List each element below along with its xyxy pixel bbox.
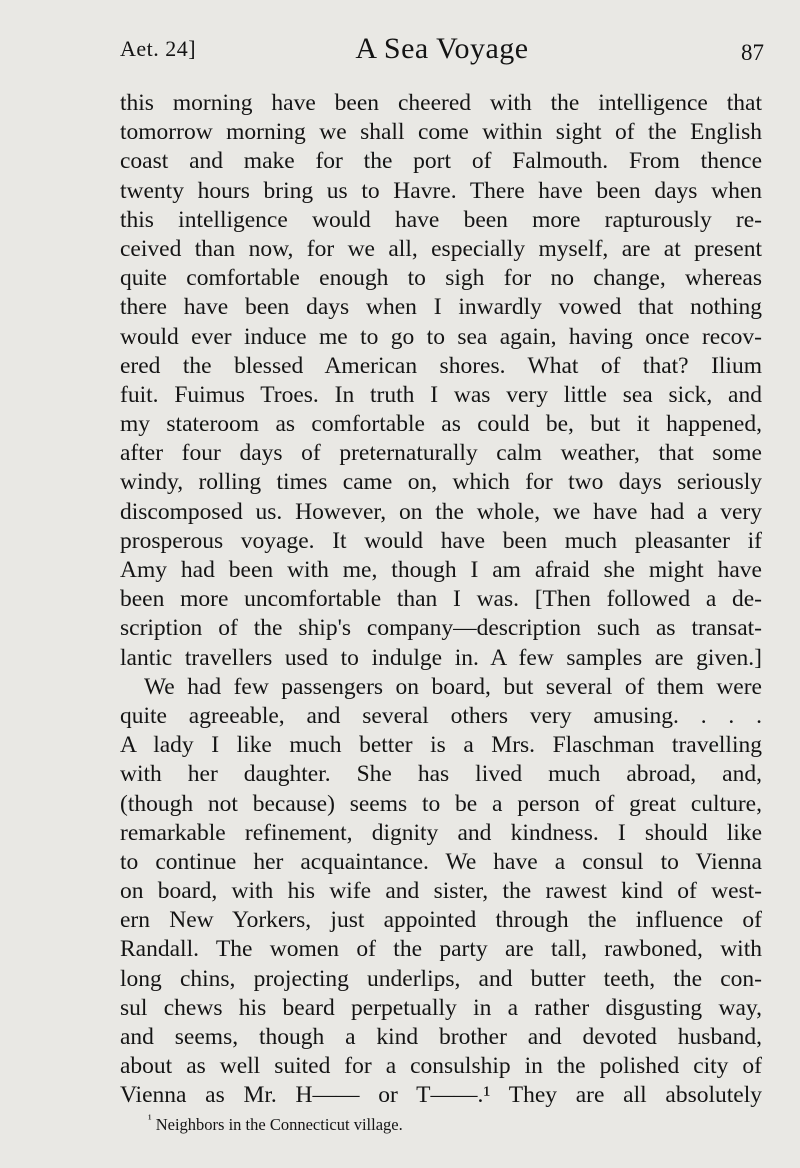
text-line: there have been days when I inwardly vowed that nothing: [120, 294, 762, 321]
text-line: would ever induce me to go to sea again, having once recov-: [120, 323, 762, 350]
text-line: Amy had been with me, though I am afraid she might have: [120, 557, 762, 583]
text-line: quite agreeable, and several others very amusing. . . .: [120, 702, 762, 729]
text-line: lantic travellers used to indulge in. A few samples are given.]: [120, 644, 762, 671]
text-line: twenty hours bring us to Havre. There have been days when: [120, 177, 762, 204]
text-line: (though not because) seems to be a person of great culture,: [120, 790, 762, 817]
text-line: after four days of preternaturally calm weather, that some: [120, 440, 762, 467]
text-line: ern New Yorkers, just appointed through the influence of: [120, 907, 762, 934]
text-line: Vienna as Mr. H—— or T——.¹ They are all absolutely: [120, 1082, 762, 1109]
text-line: and seems, though a kind brother and devoted husband,: [120, 1024, 762, 1050]
footnote-marker: ¹: [148, 1112, 152, 1126]
footnote-text: Neighbors in the Connecticut village.: [155, 1115, 403, 1134]
text-line: ered the blessed American shores. What of that? Ilium: [120, 352, 762, 379]
text-line: to continue her acquaintance. We have a consul to Vienna: [120, 848, 762, 875]
text-line: coast and make for the port of Falmouth. From thence: [120, 148, 762, 175]
chapter-title: A Sea Voyage: [355, 32, 529, 65]
page-number: 87: [741, 40, 764, 65]
footnote: [148, 1112, 403, 1135]
header-age-note: Aet. 24]: [120, 36, 197, 61]
text-line: this morning have been cheered with the intelligence that: [120, 90, 762, 116]
text-line: long chins, projecting underlips, and butter teeth, the con-: [120, 965, 762, 992]
text-line: been more uncomfortable than I was. [Then followed a de-: [120, 586, 762, 613]
text-line: A lady I like much better is a Mrs. Flaschman travelling: [120, 732, 762, 759]
text-line: Randall. The women of the party are tall, rawboned, with: [120, 936, 762, 963]
text-line: with her daughter. She has lived much abroad, and,: [120, 761, 762, 788]
text-line: my stateroom as comfortable as could be, but it happened,: [120, 411, 762, 438]
text-line: this intelligence would have been more rapturously re-: [120, 206, 762, 233]
text-line: prosperous voyage. It would have been much pleasanter if: [120, 527, 762, 554]
text-line: scription of the ship's company—description such as transat-: [120, 615, 762, 642]
text-line: tomorrow morning we shall come within sight of the English: [120, 119, 762, 146]
text-line: sul chews his beard perpetually in a rather disgusting way,: [120, 994, 762, 1021]
text-line: fuit. Fuimus Troes. In truth I was very little sea sick, and: [120, 381, 762, 408]
text-line: quite comfortable enough to sigh for no change, whereas: [120, 265, 762, 292]
body-text: [120, 89, 762, 1111]
text-line: remarkable refinement, dignity and kindness. I should like: [120, 819, 762, 846]
text-line: ceived than now, for we all, especially myself, are at present: [120, 235, 762, 262]
text-line: windy, rolling times came on, which for two days seriously: [120, 469, 762, 496]
running-header: [120, 32, 764, 72]
text-line: about as well suited for a consulship in the polished city of: [120, 1053, 762, 1080]
text-line: on board, with his wife and sister, the rawest kind of west-: [120, 878, 762, 905]
text-line: discomposed us. However, on the whole, we have had a very: [120, 498, 762, 525]
text-line: We had few passengers on board, but several of them were: [144, 673, 762, 700]
